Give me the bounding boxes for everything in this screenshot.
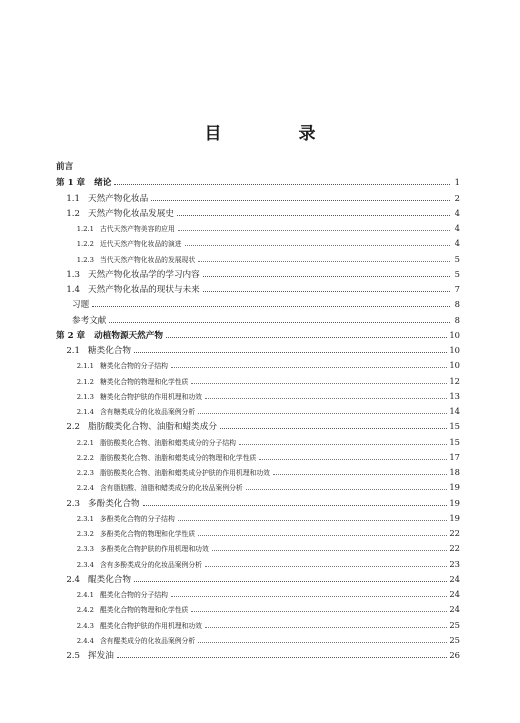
toc-chapter-entry [56, 160, 460, 175]
toc-entry-number: 1.3 [66, 269, 80, 280]
toc-page-number: 5 [454, 253, 460, 264]
toc-chapter-entry [56, 175, 460, 190]
toc-page-number: 25 [449, 634, 460, 645]
toc-dot-leader [273, 474, 447, 475]
toc-dot-leader [205, 398, 447, 399]
toc-entry-title: 当代天然产物化妆品的发展现状 [100, 255, 196, 264]
toc-dot-leader [171, 367, 447, 368]
toc-page-number: 26 [449, 650, 460, 660]
toc-dot-leader [177, 215, 450, 216]
toc-entry-number: 2.2.1 [76, 438, 94, 447]
toc-entry [56, 236, 460, 251]
toc-entry-title: 含有糖类成分的化妆品案例分析 [100, 408, 196, 416]
toc-dot-leader [191, 611, 447, 612]
toc-entry [56, 206, 460, 221]
toc-entry-title: 醌类化合物的物理和化学性质 [100, 606, 189, 615]
toc-entry-number: 1.4 [66, 285, 80, 295]
toc-entry [56, 496, 460, 511]
toc-dot-leader [220, 428, 447, 429]
toc-page-number: 4 [454, 238, 460, 249]
toc-chapter-entry [56, 328, 460, 343]
toc-entry-number: 2.4.3 [76, 621, 94, 630]
toc-entry-title: 天然产物化妆品 [88, 193, 149, 204]
toc-dot-leader [198, 413, 447, 414]
toc-dot-leader [178, 230, 450, 231]
toc-entry [56, 389, 460, 404]
toc-entry-title: 糖类化合物 [88, 346, 131, 356]
toc-entry-title: 醌类化合物护肤的作用机理和功效 [100, 621, 202, 630]
toc-entry-number: 2.3 [66, 498, 80, 509]
toc-entry-number: 2.4 [66, 574, 80, 585]
toc-entry-number: 2.4.1 [76, 591, 94, 599]
toc-entry-title: 含有多酚类成分的化妆品案例分析 [100, 560, 202, 569]
toc-entry-title: 糖类化合物的分子结构 [100, 362, 168, 371]
toc-dot-leader [259, 459, 447, 460]
toc-entry-number: 2.4.4 [76, 636, 94, 645]
toc-entry-title: 脂肪酸类化合物、油脂和蜡类成分的分子结构 [100, 438, 236, 447]
toc-page-number: 2 [454, 192, 460, 203]
toc-page-number: 14 [449, 406, 460, 416]
toc-entry-number: 2.5 [66, 651, 80, 661]
toc-entry-title: 醌类化合物的分子结构 [100, 591, 168, 599]
toc-dot-leader [134, 581, 447, 582]
toc-page-number: 7 [454, 284, 460, 294]
toc-entry [56, 252, 460, 267]
toc-entry-number: 2.3.4 [76, 560, 94, 569]
toc-page-number: 19 [449, 512, 460, 523]
toc-entry-number: 1.2 [66, 208, 80, 219]
toc-entry [56, 541, 460, 556]
toc-dot-leader [117, 657, 448, 658]
toc-entry-number: 2.1 [66, 346, 80, 356]
toc-dot-leader [171, 596, 447, 597]
toc-dot-leader [178, 520, 448, 521]
toc-page-number: 24 [449, 573, 460, 584]
toc-entry-number: 2.2.4 [76, 484, 94, 493]
toc-entry-number: 2.2 [66, 422, 80, 433]
toc-page-number: 24 [449, 589, 460, 599]
toc-entry [56, 450, 460, 465]
toc-dot-leader [203, 291, 450, 292]
toc-dot-leader [143, 505, 448, 506]
toc-entry-number: 1.2.1 [76, 225, 94, 233]
toc-page-number: 15 [449, 421, 460, 432]
toc-page-number: 19 [449, 482, 460, 493]
toc-entry-number: 2.1.3 [76, 392, 94, 401]
toc-entry-number: 2.3.1 [76, 514, 94, 523]
toc-entry [56, 526, 460, 541]
toc-entry-title: 天然产物化妆品发展史 [88, 208, 174, 219]
toc-entry [56, 221, 460, 236]
toc-entry-title: 糖类化合物护肤的作用机理和功效 [100, 392, 202, 401]
toc-page-number: 22 [449, 528, 460, 538]
toc-page-number: 15 [449, 436, 460, 447]
toc-dot-leader [212, 550, 448, 551]
toc-list [56, 160, 460, 663]
toc-page-number: 22 [449, 543, 460, 554]
toc-entry [56, 358, 460, 373]
toc-entry-number: 第 1 章 [56, 178, 86, 189]
toc-entry [56, 435, 460, 450]
toc-dot-leader [203, 276, 450, 277]
toc-entry-number: 2.1.4 [76, 408, 94, 416]
toc-entry-title: 习题 [72, 300, 90, 311]
toc-dot-leader [198, 535, 447, 536]
toc-dot-leader [191, 383, 447, 384]
toc-entry [56, 419, 460, 434]
toc-entry-title: 动植物源天然产物 [94, 330, 163, 341]
toc-page-number: 19 [449, 497, 460, 508]
toc-entry [56, 587, 460, 602]
toc-page-number: 13 [449, 390, 460, 401]
toc-entry [56, 191, 460, 206]
toc-entry-title: 脂肪酸类化合物、油脂和蜡类成分的物理和化学性质 [100, 453, 257, 462]
toc-entry-number: 2.1.2 [76, 377, 94, 386]
toc-page-number: 1 [454, 177, 460, 188]
toc-entry [56, 511, 460, 526]
toc-entry-title: 挥发油 [88, 651, 114, 661]
toc-entry [56, 313, 460, 328]
toc-dot-leader [134, 352, 447, 353]
toc-entry [56, 282, 460, 297]
toc-page-number: 25 [449, 619, 460, 630]
toc-entry-title: 古代天然产物美容的应用 [100, 225, 175, 233]
toc-entry-number: 2.3.3 [76, 545, 94, 554]
toc-entry-title: 前言 [56, 162, 74, 172]
toc-entry [56, 404, 460, 419]
toc-dot-leader [166, 337, 447, 338]
toc-dot-leader [151, 200, 450, 201]
toc-dot-leader [246, 489, 448, 490]
toc-page-number: 24 [449, 604, 460, 615]
toc-entry-title: 天然产物化妆品学的学习内容 [88, 269, 200, 280]
toc-entry [56, 297, 460, 312]
toc-page-number: 18 [449, 467, 460, 477]
toc-page-number: 10 [449, 345, 460, 355]
toc-entry-number: 1.1 [66, 193, 80, 204]
toc-dot-leader [114, 184, 450, 185]
toc-page-number: 12 [449, 375, 460, 386]
toc-entry-title: 含有醌类成分的化妆品案例分析 [100, 636, 196, 645]
toc-dot-leader [205, 627, 447, 628]
toc-dot-leader [198, 642, 447, 643]
toc-entry-number: 第 2 章 [56, 330, 86, 341]
toc-page-number: 8 [454, 314, 460, 325]
toc-entry-number: 2.2.2 [76, 453, 94, 462]
toc-dot-leader [198, 261, 450, 262]
toc-entry-title: 参考文献 [72, 315, 107, 326]
toc-entry [56, 648, 460, 663]
toc-page-number: 23 [449, 558, 460, 569]
toc-dot-leader [92, 306, 450, 307]
toc-entry [56, 572, 460, 587]
toc-entry-title: 多酚类化合物的分子结构 [100, 514, 175, 523]
toc-page-number: 4 [454, 207, 460, 218]
toc-page-number: 5 [454, 268, 460, 279]
toc-entry-number: 2.4.2 [76, 606, 94, 615]
toc-page-number: 4 [454, 223, 460, 233]
toc-page-number: 17 [449, 451, 460, 462]
toc-entry-title: 脂肪酸类化合物、油脂和蜡类成分 [88, 422, 217, 433]
toc-entry-title: 近代天然产物化妆品的演进 [100, 240, 182, 249]
toc-entry-title: 绪论 [94, 178, 112, 189]
toc-entry [56, 374, 460, 389]
toc-entry-title: 糖类化合物的物理和化学性质 [100, 377, 189, 386]
toc-dot-leader [109, 322, 450, 323]
toc-entry [56, 343, 460, 358]
toc-entry-number: 1.2.3 [76, 255, 94, 264]
toc-page-number: 10 [449, 329, 460, 340]
toc-entry-number: 1.2.2 [76, 240, 94, 249]
toc-entry [56, 465, 460, 480]
toc-dot-leader [185, 245, 450, 246]
toc-page-number: 10 [449, 360, 460, 371]
toc-entry-title: 醌类化合物 [88, 574, 131, 585]
toc-entry-number: 2.1.1 [76, 362, 94, 371]
toc-entry-title: 天然产物化妆品的现状与未来 [88, 285, 200, 295]
toc-entry [56, 602, 460, 617]
toc-entry-title: 多酚类化合物护肤的作用机理和功效 [100, 545, 209, 554]
toc-entry [56, 480, 460, 495]
toc-page-number: 8 [454, 299, 460, 310]
toc-entry-title: 多酚类化合物的物理和化学性质 [100, 530, 196, 538]
toc-entry [56, 267, 460, 282]
toc-entry-title: 含有脂肪酸、油脂和蜡类成分的化妆品案例分析 [100, 484, 243, 493]
toc-entry [56, 618, 460, 633]
toc-entry-title: 多酚类化合物 [88, 498, 140, 509]
toc-entry [56, 557, 460, 572]
toc-entry-title: 脂肪酸类化合物、油脂和蜡类成分护肤的作用机理和功效 [100, 469, 270, 477]
page-title: 目 录 [204, 124, 346, 144]
toc-dot-leader [239, 444, 447, 445]
toc-entry [56, 633, 460, 648]
toc-dot-leader [205, 566, 447, 567]
toc-entry-number: 2.2.3 [76, 469, 94, 477]
toc-entry-number: 2.3.2 [76, 530, 94, 538]
